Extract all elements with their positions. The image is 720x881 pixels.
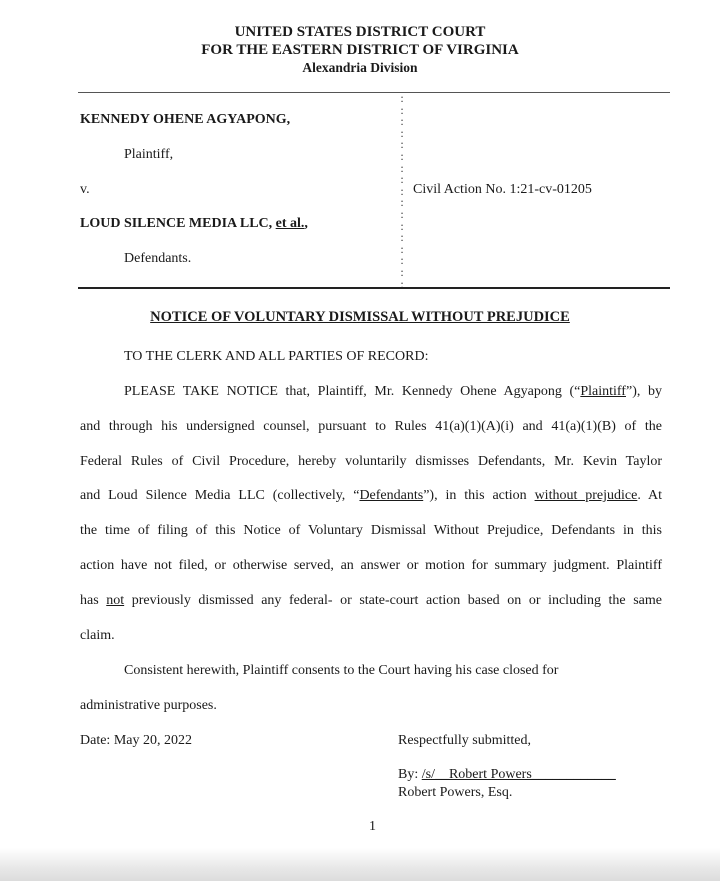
signature-line (398, 767, 616, 783)
body-line-6: action have not filed, or otherwise served, an answer or motion for summary judgment. Plaintiff (80, 558, 662, 573)
page-bottom-shadow (0, 848, 720, 881)
body-line-1-end: ”), by (625, 384, 662, 399)
signer-name: Robert Powers, Esq. (398, 785, 513, 800)
defendant-name-text: LOUD SILENCE MEDIA LLC, (80, 216, 273, 231)
salutation: TO THE CLERK AND ALL PARTIES OF RECORD: (124, 349, 429, 364)
caption-bottom-rule (78, 287, 670, 289)
court-name: UNITED STATES DISTRICT COURT (234, 24, 486, 40)
without-prejudice-term: without prejudice (534, 488, 638, 503)
body-line-1-text: PLEASE TAKE NOTICE that, Plaintiff, Mr. Kennedy Ohene Agyapong (“ (124, 384, 581, 399)
court-division: Alexandria Division (302, 60, 418, 75)
body-line-4-mid: ”), in this action (423, 488, 535, 503)
defendant-etal: et al. (275, 216, 305, 231)
body-line-7 (80, 593, 662, 609)
body-line-3: Federal Rules of Civil Procedure, hereby voluntarily dismisses Defendants, Mr. Kevin Taylor (80, 454, 662, 469)
closing: Respectfully submitted, (398, 733, 531, 748)
plaintiff-defined-term: Plaintiff (580, 384, 626, 399)
body-line-4-end: . At (637, 488, 662, 503)
caption-top-rule (78, 92, 670, 93)
body-line-7-end: previously dismissed any federal- or state-court action based on or including the same (124, 593, 662, 608)
body-line-8: claim. (80, 628, 115, 643)
paragraph-2-line-2: administrative purposes. (80, 698, 217, 713)
plaintiff-name: KENNEDY OHENE AGYAPONG, (80, 112, 291, 127)
body-line-4 (80, 488, 662, 504)
versus: v. (80, 182, 90, 197)
defendant-trailing-comma: , (304, 216, 308, 231)
body-line-7-text: has (80, 593, 107, 608)
civil-action-number: Civil Action No. 1:21-cv-01205 (413, 182, 592, 197)
body-line-1 (124, 384, 662, 400)
defendant-role: Defendants. (124, 251, 192, 266)
signature-value: /s/__Robert Powers____________ (421, 767, 616, 782)
paragraph-2-line-1: Consistent herewith, Plaintiff consents to the Court having his case closed for (124, 663, 559, 678)
defendants-defined-term: Defendants (359, 488, 424, 503)
not-emphasis: not (106, 593, 125, 608)
document-title: NOTICE OF VOLUNTARY DISMISSAL WITHOUT PREJUDICE (150, 309, 570, 325)
body-line-2: and through his undersigned counsel, pursuant to Rules 41(a)(1)(A)(i) and 41(a)(1)(B) of the (80, 419, 662, 434)
body-line-5: the time of filing of this Notice of Voluntary Dismissal Without Prejudice, Defendants in this (80, 523, 662, 538)
page-number: 1 (369, 819, 376, 834)
defendant-name (80, 216, 308, 232)
filing-date: Date: May 20, 2022 (80, 733, 192, 748)
caption-colon-column: : : : : : : : : : : : : : : : : : (400, 91, 404, 291)
plaintiff-role: Plaintiff, (124, 147, 174, 162)
court-district: FOR THE EASTERN DISTRICT OF VIRGINIA (201, 42, 519, 58)
signature-by-label: By: (398, 767, 422, 782)
body-line-4-text: and Loud Silence Media LLC (collectively, “ (80, 488, 360, 503)
